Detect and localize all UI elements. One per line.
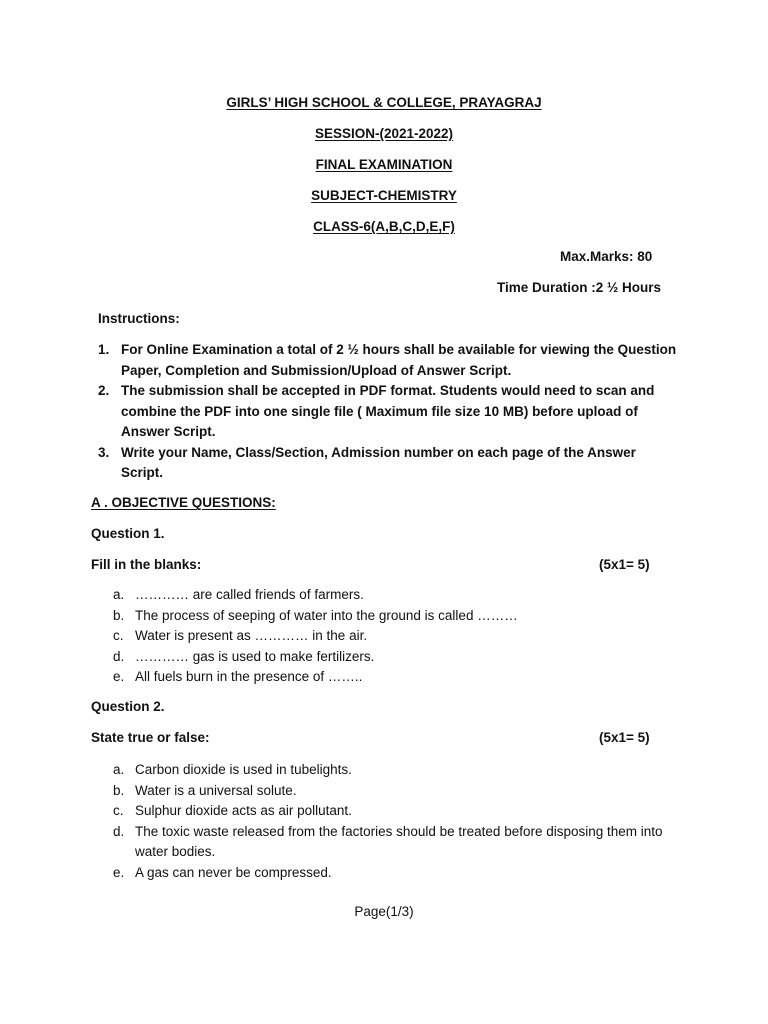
- instruction-item: [98, 381, 678, 443]
- question-1-title: Question 1.: [91, 526, 165, 541]
- item-letter: a.: [113, 587, 125, 602]
- session-line: SESSION-(2021-2022): [314, 126, 454, 141]
- instruction-number: 1.: [98, 342, 110, 357]
- question-2-title: Question 2.: [91, 699, 165, 714]
- item-text: ………… are called friends of farmers.: [135, 587, 364, 602]
- subject-line: SUBJECT-CHEMISTRY: [311, 188, 457, 203]
- instruction-number: 2.: [98, 383, 110, 398]
- item-letter: c.: [113, 803, 124, 818]
- instructions-heading: Instructions:: [98, 311, 180, 326]
- question-1-prompt: Fill in the blanks:: [91, 557, 202, 572]
- class-line: CLASS-6(A,B,C,D,E,F): [313, 219, 455, 234]
- item-letter: a.: [113, 762, 125, 777]
- item-letter: d.: [113, 648, 125, 664]
- list-item: [113, 801, 673, 822]
- item-text: ………… gas is used to make fertilizers.: [135, 648, 375, 664]
- list-item: [113, 647, 673, 668]
- item-letter: c.: [113, 628, 124, 643]
- question-1-marks: (5x1= 5): [599, 557, 650, 572]
- item-letter: d.: [113, 823, 125, 839]
- item-letter: b.: [113, 607, 125, 623]
- item-letter: b.: [113, 782, 125, 798]
- item-text: Carbon dioxide is used in tubelights.: [135, 762, 352, 777]
- question-2-items: [113, 760, 673, 883]
- list-item: [113, 606, 673, 627]
- list-item: [113, 760, 673, 781]
- instructions-list: [98, 340, 678, 484]
- list-item: [113, 863, 673, 884]
- item-text: Water is a universal solute.: [135, 782, 297, 798]
- instruction-text: For Online Examination a total of 2 ½ hours shall be available for viewing the Question Paper, Completion and Submission/Upload of Answer Script.: [121, 342, 677, 378]
- page-number: Page(1/3): [354, 904, 414, 919]
- instruction-text: The submission shall be accepted in PDF format. Students would need to scan and combine the PDF into one single file ( Maximum file size 10 MB) before upload of Answer Script.: [121, 383, 655, 439]
- item-text: A gas can never be compressed.: [135, 864, 332, 880]
- question-2-prompt: State true or false:: [91, 730, 210, 745]
- list-item: [113, 585, 673, 606]
- instruction-item: [98, 340, 678, 381]
- list-item: [113, 626, 673, 647]
- item-letter: e.: [113, 864, 125, 880]
- list-item: [113, 781, 673, 802]
- item-text: The process of seeping of water into the ground is called ………: [135, 607, 518, 623]
- item-text: Sulphur dioxide acts as air pollutant.: [135, 803, 352, 818]
- question-1-items: [113, 585, 673, 688]
- instruction-item: [98, 443, 678, 484]
- max-marks: Max.Marks: 80: [560, 249, 653, 264]
- item-text: All fuels burn in the presence of ……..: [135, 669, 363, 684]
- item-text: Water is present as ………… in the air.: [135, 628, 368, 643]
- time-duration: Time Duration :2 ½ Hours: [497, 280, 662, 295]
- instruction-number: 3.: [98, 444, 110, 460]
- question-2-marks: (5x1= 5): [599, 730, 650, 745]
- school-name: GIRLS’ HIGH SCHOOL & COLLEGE, PRAYAGRAJ: [226, 95, 542, 110]
- item-text: The toxic waste released from the factories should be treated before disposing them into water bodies.: [135, 823, 663, 859]
- list-item: [113, 667, 673, 688]
- list-item: [113, 822, 673, 863]
- item-letter: e.: [113, 669, 125, 684]
- section-a-heading: A . OBJECTIVE QUESTIONS:: [91, 495, 276, 510]
- instruction-text: Write your Name, Class/Section, Admission number on each page of the Answer Script.: [121, 444, 636, 480]
- exam-title: FINAL EXAMINATION: [315, 157, 453, 172]
